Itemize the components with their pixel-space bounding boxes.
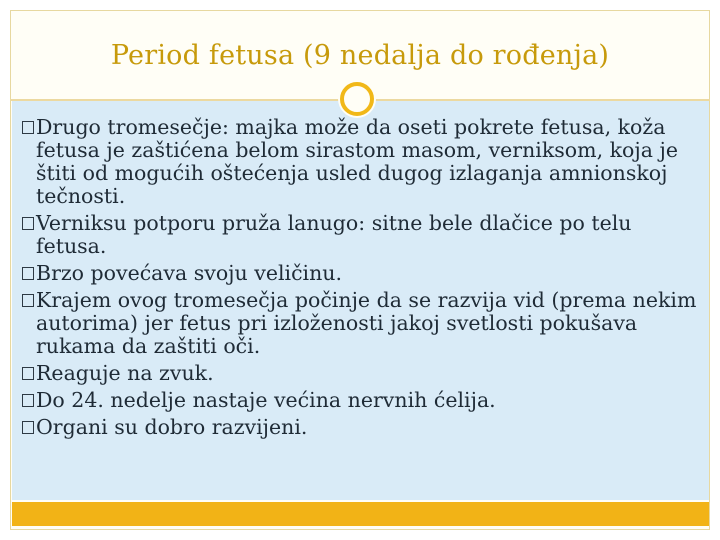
square-bullet-icon (22, 294, 34, 307)
square-bullet-icon (22, 267, 34, 280)
bullet-item (22, 416, 702, 439)
square-bullet-icon (22, 367, 34, 380)
bullet-item (22, 262, 702, 285)
footer-accent-bar (12, 502, 709, 526)
bullet-text: Organi su dobro razvijeni. (36, 415, 308, 439)
bullet-item (22, 362, 702, 385)
square-bullet-icon (22, 217, 34, 230)
bullet-list (22, 116, 702, 443)
bullet-text: Drugo tromesečje: majka može da oseti pokrete fetusa, koža fetusa je zaštićena belom sirastom masom, verniksom, koja je štiti od mogućih oštećenja usled dugog izlaganja amnionskoj tečnosti. (36, 115, 678, 208)
bullet-text: Do 24. nedelje nastaje većina nervnih ćelija. (36, 388, 496, 412)
slide-title: Period fetusa (9 nedalja do rođenja) (110, 40, 610, 71)
bullet-text: Verniksu potporu pruža lanugo: sitne bele dlačice po telu fetusa. (36, 211, 632, 258)
square-bullet-icon (22, 421, 34, 434)
bullet-text: Krajem ovog tromesečja počinje da se razvija vid (prema nekim autorima) jer fetus pri izloženosti jakoj svetlosti pokušava rukama da zaštiti oči. (36, 288, 697, 358)
square-bullet-icon (22, 394, 34, 407)
ring-ornament-icon (340, 82, 374, 116)
bullet-item (22, 116, 702, 208)
bullet-text: Brzo povećava svoju veličinu. (36, 261, 343, 285)
square-bullet-icon (22, 121, 34, 134)
bullet-text: Reaguje na zvuk. (36, 361, 214, 385)
bullet-item (22, 289, 702, 358)
bullet-item (22, 389, 702, 412)
bullet-item (22, 212, 702, 258)
